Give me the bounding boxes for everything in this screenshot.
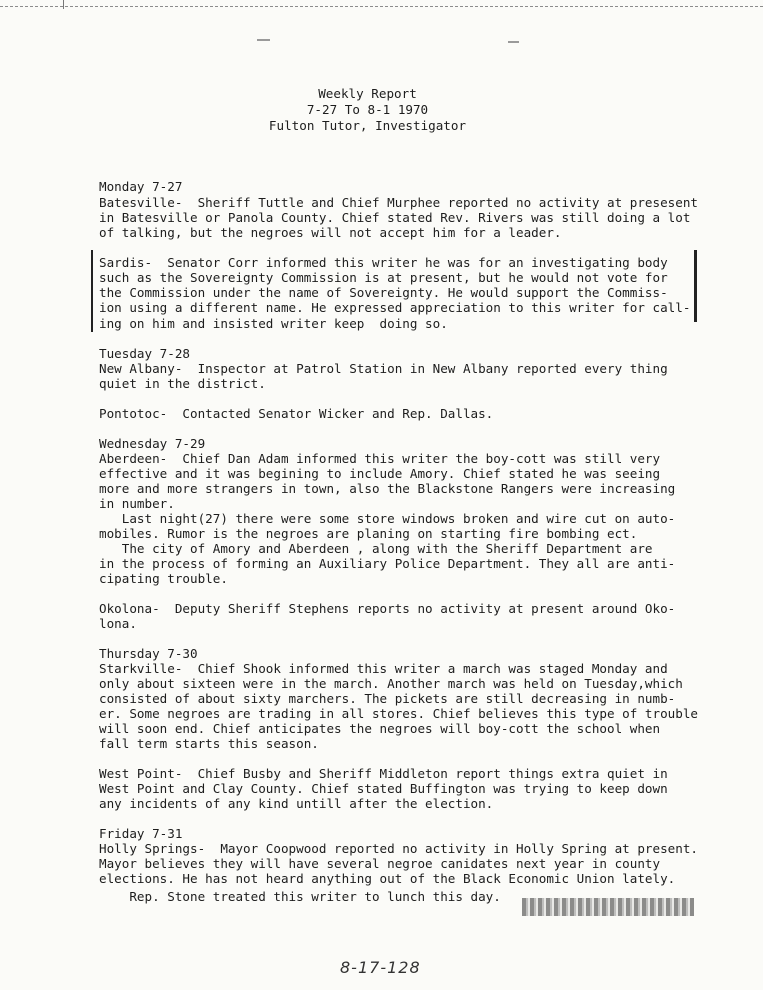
report-line: in Batesville or Panola County. Chief stated Rev. Rivers was still doing a lot	[99, 210, 691, 225]
report-line: fall term starts this season.	[99, 736, 319, 751]
report-line: of talking, but the negroes will not accept him for a leader.	[99, 225, 562, 240]
report-line: New Albany- Inspector at Patrol Station in New Albany reported every thing	[99, 361, 668, 376]
report-line: ion using a different name. He expressed appreciation to this writer for call-	[99, 300, 691, 315]
report-line: mobiles. Rumor is the negroes are planing on starting fire bombing ect.	[99, 526, 638, 541]
margin-bracket-right	[694, 250, 697, 322]
report-line: will soon end. Chief anticipates the negroes will boy-cott the school when	[99, 721, 661, 736]
scan-speck	[257, 39, 270, 41]
report-line: Sardis- Senator Corr informed this writer he was for an investigating body	[99, 255, 668, 270]
day-heading: Tuesday 7-28	[99, 346, 190, 361]
report-line: quiet in the district.	[99, 376, 266, 391]
report-line: lona.	[99, 616, 137, 631]
report-line: more and more strangers in town, also the Blackstone Rangers were increasing	[99, 481, 676, 496]
report-line: Pontotoc- Contacted Senator Wicker and Rep. Dallas.	[99, 406, 494, 421]
report-line: elections. He has not heard anything out of the Black Economic Union lately.	[99, 871, 676, 886]
report-line: such as the Sovereignty Commission is at present, but he would not vote for	[99, 270, 668, 285]
report-line: ing on him and insisted writer keep doing so.	[99, 316, 448, 331]
day-heading: Friday 7-31	[99, 826, 183, 841]
smudged-marking	[522, 898, 694, 916]
page-top-border	[0, 6, 763, 7]
report-line: Rep. Stone treated this writer to lunch this day.	[99, 889, 501, 904]
report-line: Mayor believes they will have several negroe canidates next year in county	[99, 856, 661, 871]
report-line: cipating trouble.	[99, 571, 228, 586]
report-line: West Point and Clay County. Chief stated Buffington was trying to keep down	[99, 781, 668, 796]
report-author: Fulton Tutor, Investigator	[268, 118, 467, 133]
page-tick-mark	[63, 0, 64, 9]
report-line: er. Some negroes are trading in all stores. Chief believes this type of trouble	[99, 706, 698, 721]
report-line: in the process of forming an Auxiliary Police Department. They all are anti-	[99, 556, 676, 571]
report-line: Last night(27) there were some store windows broken and wire cut on auto-	[99, 511, 676, 526]
report-line: Batesville- Sheriff Tuttle and Chief Murphee reported no activity at presesent	[99, 195, 698, 210]
report-line: Holly Springs- Mayor Coopwood reported no activity in Holly Spring at present.	[99, 841, 698, 856]
day-heading: Monday 7-27	[99, 179, 183, 194]
report-line: Okolona- Deputy Sheriff Stephens reports no activity at present around Oko-	[99, 601, 676, 616]
day-heading: Wednesday 7-29	[99, 436, 206, 451]
report-line: The city of Amory and Aberdeen , along with the Sheriff Department are	[99, 541, 653, 556]
report-title: Weekly Report	[318, 86, 417, 101]
report-line: West Point- Chief Busby and Sheriff Middleton report things extra quiet in	[99, 766, 668, 781]
scan-speck	[508, 41, 519, 43]
report-line: Aberdeen- Chief Dan Adam informed this writer the boy-cott was still very	[99, 451, 661, 466]
report-dates: 7-27 To 8-1 1970	[306, 102, 429, 117]
report-header	[200, 86, 535, 134]
margin-bracket-left	[91, 250, 93, 332]
report-line: only about sixteen were in the march. Another march was held on Tuesday,which	[99, 676, 683, 691]
day-heading: Thursday 7-30	[99, 646, 198, 661]
report-line: Starkville- Chief Shook informed this writer a march was staged Monday and	[99, 661, 668, 676]
report-line: any incidents of any kind untill after the election.	[99, 796, 494, 811]
document-number: 8-17-128	[340, 958, 421, 977]
report-line: in number.	[99, 496, 175, 511]
report-line: consisted of about sixty marchers. The pickets are still decreasing in numb-	[99, 691, 676, 706]
report-line: the Commission under the name of Sovereignty. He would support the Commiss-	[99, 285, 668, 300]
report-line: effective and it was begining to include Amory. Chief stated he was seeing	[99, 466, 661, 481]
